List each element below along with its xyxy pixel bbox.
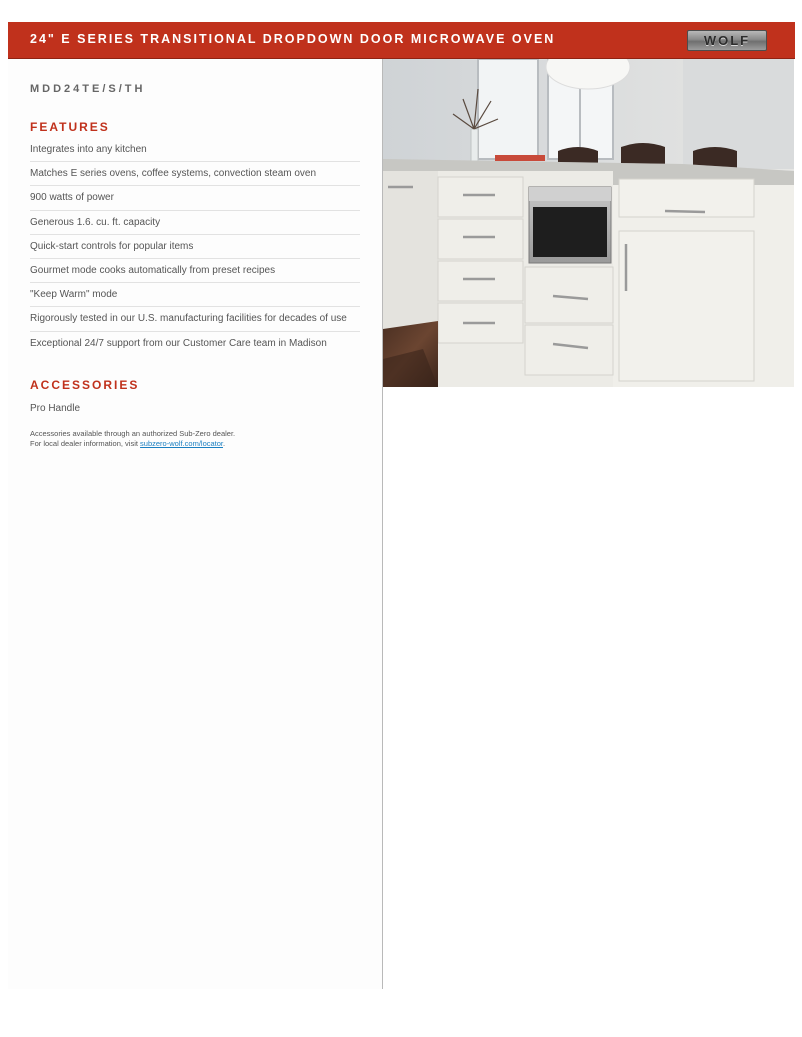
feature-item: Generous 1.6. cu. ft. capacity [30,211,360,235]
feature-item: "Keep Warm" mode [30,283,360,307]
dealer-note [30,429,235,449]
feature-item: Exceptional 24/7 support from our Customer Care team in Madison [30,337,327,349]
spec-panel [8,59,383,989]
feature-item: Quick-start controls for popular items [30,235,360,259]
kitchen-photo [383,59,794,387]
model-number: MDD24TE/S/TH [30,83,146,95]
logo-text: WOLF [703,33,751,48]
wolf-logo [687,30,767,51]
feature-item: Gourmet mode cooks automatically from preset recipes [30,259,360,283]
feature-item: Integrates into any kitchen [30,138,360,162]
feature-item: 900 watts of power [30,186,360,210]
accessories-heading: ACCESSORIES [30,378,140,392]
feature-item: Rigorously tested in our U.S. manufacturing facilities for decades of use [30,307,360,331]
feature-item: Matches E series ovens, coffee systems, convection steam oven [30,162,360,186]
features-heading: FEATURES [30,120,110,134]
page-title: 24" E SERIES TRANSITIONAL DROPDOWN DOOR MICROWAVE OVEN [30,32,556,46]
accessory-item: Pro Handle [30,403,81,414]
header-bar [8,22,795,59]
kitchen-illustration [383,59,794,387]
features-list [30,138,360,356]
dealer-locator-link[interactable]: subzero-wolf.com/locator [140,439,223,448]
dealer-note-prefix: For local dealer information, visit [30,439,141,448]
dealer-note-line1: Accessories available through an authorized Sub-Zero dealer. [30,429,236,438]
dealer-note-suffix: . [223,439,226,448]
